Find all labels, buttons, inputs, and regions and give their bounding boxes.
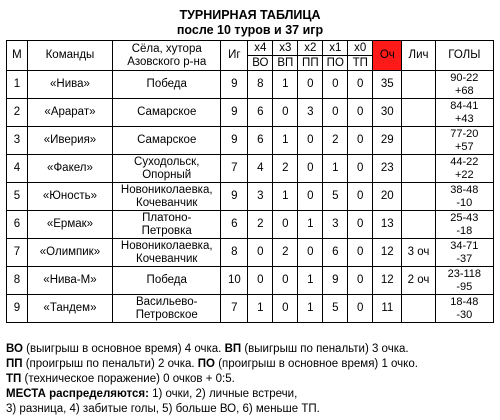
header-w-mult: х4 [248, 41, 273, 56]
header-team: Команды [27, 41, 112, 71]
cell-games: 7 [221, 295, 248, 323]
table-row [7, 127, 494, 155]
cell-goals-score: 23-118 [447, 267, 482, 280]
cell-goals [435, 155, 493, 183]
cell-goals-diff: -95 [456, 280, 473, 293]
cell-goals-score: 90-22 [450, 71, 479, 84]
cell-h2h: 3 оч [402, 239, 435, 267]
table-row [7, 71, 494, 99]
cell-village [113, 267, 221, 295]
cell-t: 0 [348, 127, 373, 155]
cell-goals [435, 183, 493, 211]
cell-lp: 0 [298, 239, 323, 267]
cell-t: 0 [348, 295, 373, 323]
cell-pos: 7 [7, 239, 28, 267]
table-row [7, 155, 494, 183]
cell-goals-score: 77-20 [450, 127, 479, 140]
cell-l: 9 [323, 267, 348, 295]
legend-l-code: ПО [197, 358, 215, 370]
cell-goals-diff: -10 [456, 196, 473, 209]
cell-wp: 1 [273, 127, 298, 155]
header-t: ТП [348, 56, 373, 71]
cell-games: 8 [221, 239, 248, 267]
cell-t: 0 [348, 211, 373, 239]
cell-village-line-1: Победа [146, 78, 187, 90]
header-lp: ПП [298, 56, 323, 71]
cell-h2h [402, 99, 435, 127]
cell-h2h [402, 127, 435, 155]
legend-line-1 [6, 342, 496, 357]
table-row [7, 267, 494, 295]
cell-l: 5 [323, 183, 348, 211]
header-h2h: Лич [402, 41, 435, 71]
cell-lp: 1 [298, 295, 323, 323]
cell-l: 5 [323, 295, 348, 323]
cell-wp: 2 [273, 239, 298, 267]
cell-team: «Тандем» [27, 295, 112, 323]
cell-pos: 5 [7, 183, 28, 211]
cell-village-line-1: Самарское [137, 106, 197, 118]
cell-goals-score: 34-71 [450, 239, 479, 252]
cell-games: 9 [221, 127, 248, 155]
legend-l-text: (проигрыш в основное время) 1 очко. [215, 358, 418, 370]
cell-points: 23 [373, 155, 402, 183]
cell-village [113, 71, 221, 99]
cell-points: 30 [373, 99, 402, 127]
cell-games: 9 [221, 99, 248, 127]
cell-village [113, 99, 221, 127]
header-village-line-2: Азовского р-на [127, 55, 207, 68]
cell-w: 6 [248, 99, 273, 127]
cell-lp: 0 [298, 155, 323, 183]
cell-team: «Олимпик» [27, 239, 112, 267]
legend-line-2 [6, 357, 496, 372]
cell-t: 0 [348, 155, 373, 183]
cell-village-line-2: Опорный [142, 168, 192, 181]
cell-goals [435, 99, 493, 127]
cell-wp: 0 [273, 99, 298, 127]
legend-line-3 [6, 372, 496, 387]
header-points: Оч [373, 41, 402, 71]
cell-l: 0 [323, 99, 348, 127]
header-goals: ГОЛЫ [435, 41, 493, 71]
cell-pos: 4 [7, 155, 28, 183]
cell-pos: 1 [7, 71, 28, 99]
legend-lp-text: (проигрыш по пенальти) 2 очка. [22, 358, 198, 370]
cell-village-line-1: Победа [146, 274, 187, 286]
cell-village [113, 211, 221, 239]
header-row-1 [7, 41, 494, 56]
cell-t: 0 [348, 99, 373, 127]
cell-wp: 2 [273, 155, 298, 183]
cell-l: 0 [323, 71, 348, 99]
cell-village [113, 295, 221, 323]
legend-t-text: (техническое поражение) 0 очков + 0:5. [21, 373, 235, 385]
legend-ranking-title: МЕСТА распределяются: [6, 388, 149, 400]
cell-team: «Нива-М» [27, 267, 112, 295]
title-line-2: после 10 туров и 37 игр [176, 23, 324, 37]
cell-lp: 1 [298, 211, 323, 239]
cell-village-line-1: Новониколаевка, [120, 239, 213, 252]
cell-goals-diff: -30 [456, 308, 473, 321]
cell-w: 1 [248, 295, 273, 323]
cell-goals-score: 38-48 [450, 183, 479, 196]
cell-village-line-2: Петровка [141, 224, 192, 237]
cell-points: 11 [373, 295, 402, 323]
cell-goals [435, 71, 493, 99]
cell-w: 8 [248, 71, 273, 99]
cell-team: «Арарат» [27, 99, 112, 127]
header-l: ПО [323, 56, 348, 71]
table-title [0, 8, 500, 38]
cell-l: 1 [323, 155, 348, 183]
cell-village [113, 127, 221, 155]
cell-team: «Ермак» [27, 211, 112, 239]
cell-lp: 0 [298, 71, 323, 99]
cell-games: 10 [221, 267, 248, 295]
cell-h2h [402, 211, 435, 239]
cell-wp: 1 [273, 183, 298, 211]
cell-goals-score: 18-48 [450, 295, 479, 308]
legend-t-code: ТП [6, 373, 22, 385]
header-l-mult: х1 [323, 41, 348, 56]
cell-points: 29 [373, 127, 402, 155]
cell-w: 3 [248, 183, 273, 211]
cell-goals-score: 25-43 [450, 211, 479, 224]
cell-l: 2 [323, 127, 348, 155]
cell-village-line-1: Новониколаевка, [120, 183, 213, 196]
cell-goals-diff: +57 [454, 140, 474, 153]
cell-wp: 0 [273, 211, 298, 239]
cell-goals [435, 239, 493, 267]
cell-wp: 1 [273, 71, 298, 99]
legend [6, 342, 496, 417]
cell-goals-diff: -37 [456, 252, 473, 265]
cell-goals [435, 211, 493, 239]
cell-goals-score: 84-41 [450, 99, 479, 112]
cell-games: 7 [221, 155, 248, 183]
header-lp-mult: х2 [298, 41, 323, 56]
cell-pos: 3 [7, 127, 28, 155]
cell-points: 35 [373, 71, 402, 99]
legend-w-code: ВО [6, 343, 23, 355]
table-row [7, 239, 494, 267]
cell-village-line-1: Суходольск, [134, 155, 200, 168]
cell-team: «Нива» [27, 71, 112, 99]
cell-w: 0 [248, 267, 273, 295]
cell-village-line-1: Васильево- [135, 295, 198, 308]
cell-points: 13 [373, 211, 402, 239]
cell-village [113, 183, 221, 211]
cell-team: «Факел» [27, 155, 112, 183]
cell-l: 6 [323, 239, 348, 267]
cell-h2h [402, 295, 435, 323]
legend-line-5: 3) разница, 4) забитые голы, 5) больше ВО, 6) меньше ТП. [6, 403, 320, 415]
cell-points: 12 [373, 239, 402, 267]
cell-t: 0 [348, 239, 373, 267]
cell-wp: 0 [273, 267, 298, 295]
cell-village-line-1: Платоно- [142, 211, 192, 224]
cell-h2h [402, 155, 435, 183]
standings-table [6, 40, 494, 323]
cell-wp: 0 [273, 295, 298, 323]
cell-w: 0 [248, 239, 273, 267]
table-row [7, 211, 494, 239]
cell-village [113, 155, 221, 183]
cell-goals [435, 267, 493, 295]
cell-t: 0 [348, 267, 373, 295]
cell-team: «Юность» [27, 183, 112, 211]
cell-games: 9 [221, 71, 248, 99]
cell-w: 2 [248, 211, 273, 239]
cell-h2h: 2 оч [402, 267, 435, 295]
legend-wp-code: ВП [224, 343, 242, 355]
cell-goals-diff: +68 [454, 84, 474, 97]
cell-goals-diff: +43 [454, 112, 474, 125]
cell-pos: 6 [7, 211, 28, 239]
legend-w-text: (выигрыш в основное время) 4 очка. [22, 343, 225, 355]
title-line-1: ТУРНИРНАЯ ТАБЛИЦА [179, 8, 321, 22]
cell-lp: 3 [298, 99, 323, 127]
header-t-mult: х0 [348, 41, 373, 56]
cell-games: 9 [221, 183, 248, 211]
cell-h2h [402, 183, 435, 211]
cell-goals-diff: +22 [454, 168, 474, 181]
cell-pos: 2 [7, 99, 28, 127]
cell-pos: 8 [7, 267, 28, 295]
cell-lp: 1 [298, 267, 323, 295]
cell-points: 12 [373, 267, 402, 295]
cell-village-line-1: Самарское [137, 134, 197, 146]
header-village [113, 41, 221, 71]
header-wp-mult: х3 [273, 41, 298, 56]
legend-wp-text: (выигрыш по пенальти) 3 очка. [241, 343, 409, 355]
legend-lp-code: ПП [6, 358, 23, 370]
header-w: ВО [248, 56, 273, 71]
header-pos: М [7, 41, 28, 71]
cell-w: 6 [248, 127, 273, 155]
legend-ranking-text: 1) очки, 2) личные встречи, [148, 388, 298, 400]
cell-lp: 0 [298, 127, 323, 155]
cell-village-line-2: Кочеванчик [136, 196, 198, 209]
cell-goals [435, 127, 493, 155]
cell-goals [435, 295, 493, 323]
table-row [7, 295, 494, 323]
table-row [7, 99, 494, 127]
header-wp: ВП [273, 56, 298, 71]
cell-points: 20 [373, 183, 402, 211]
cell-h2h [402, 71, 435, 99]
cell-pos: 9 [7, 295, 28, 323]
cell-goals-diff: -18 [456, 224, 473, 237]
cell-village-line-2: Кочеванчик [136, 252, 198, 265]
cell-team: «Иверия» [27, 127, 112, 155]
cell-village [113, 239, 221, 267]
cell-t: 0 [348, 71, 373, 99]
cell-goals-score: 44-22 [450, 155, 479, 168]
cell-t: 0 [348, 183, 373, 211]
header-games: Иг [221, 41, 248, 71]
cell-village-line-2: Петровское [135, 308, 198, 321]
cell-l: 3 [323, 211, 348, 239]
cell-lp: 0 [298, 183, 323, 211]
cell-w: 4 [248, 155, 273, 183]
legend-line-4 [6, 387, 496, 402]
cell-games: 6 [221, 211, 248, 239]
header-village-line-1: Сёла, хутора [131, 42, 202, 55]
table-row [7, 183, 494, 211]
